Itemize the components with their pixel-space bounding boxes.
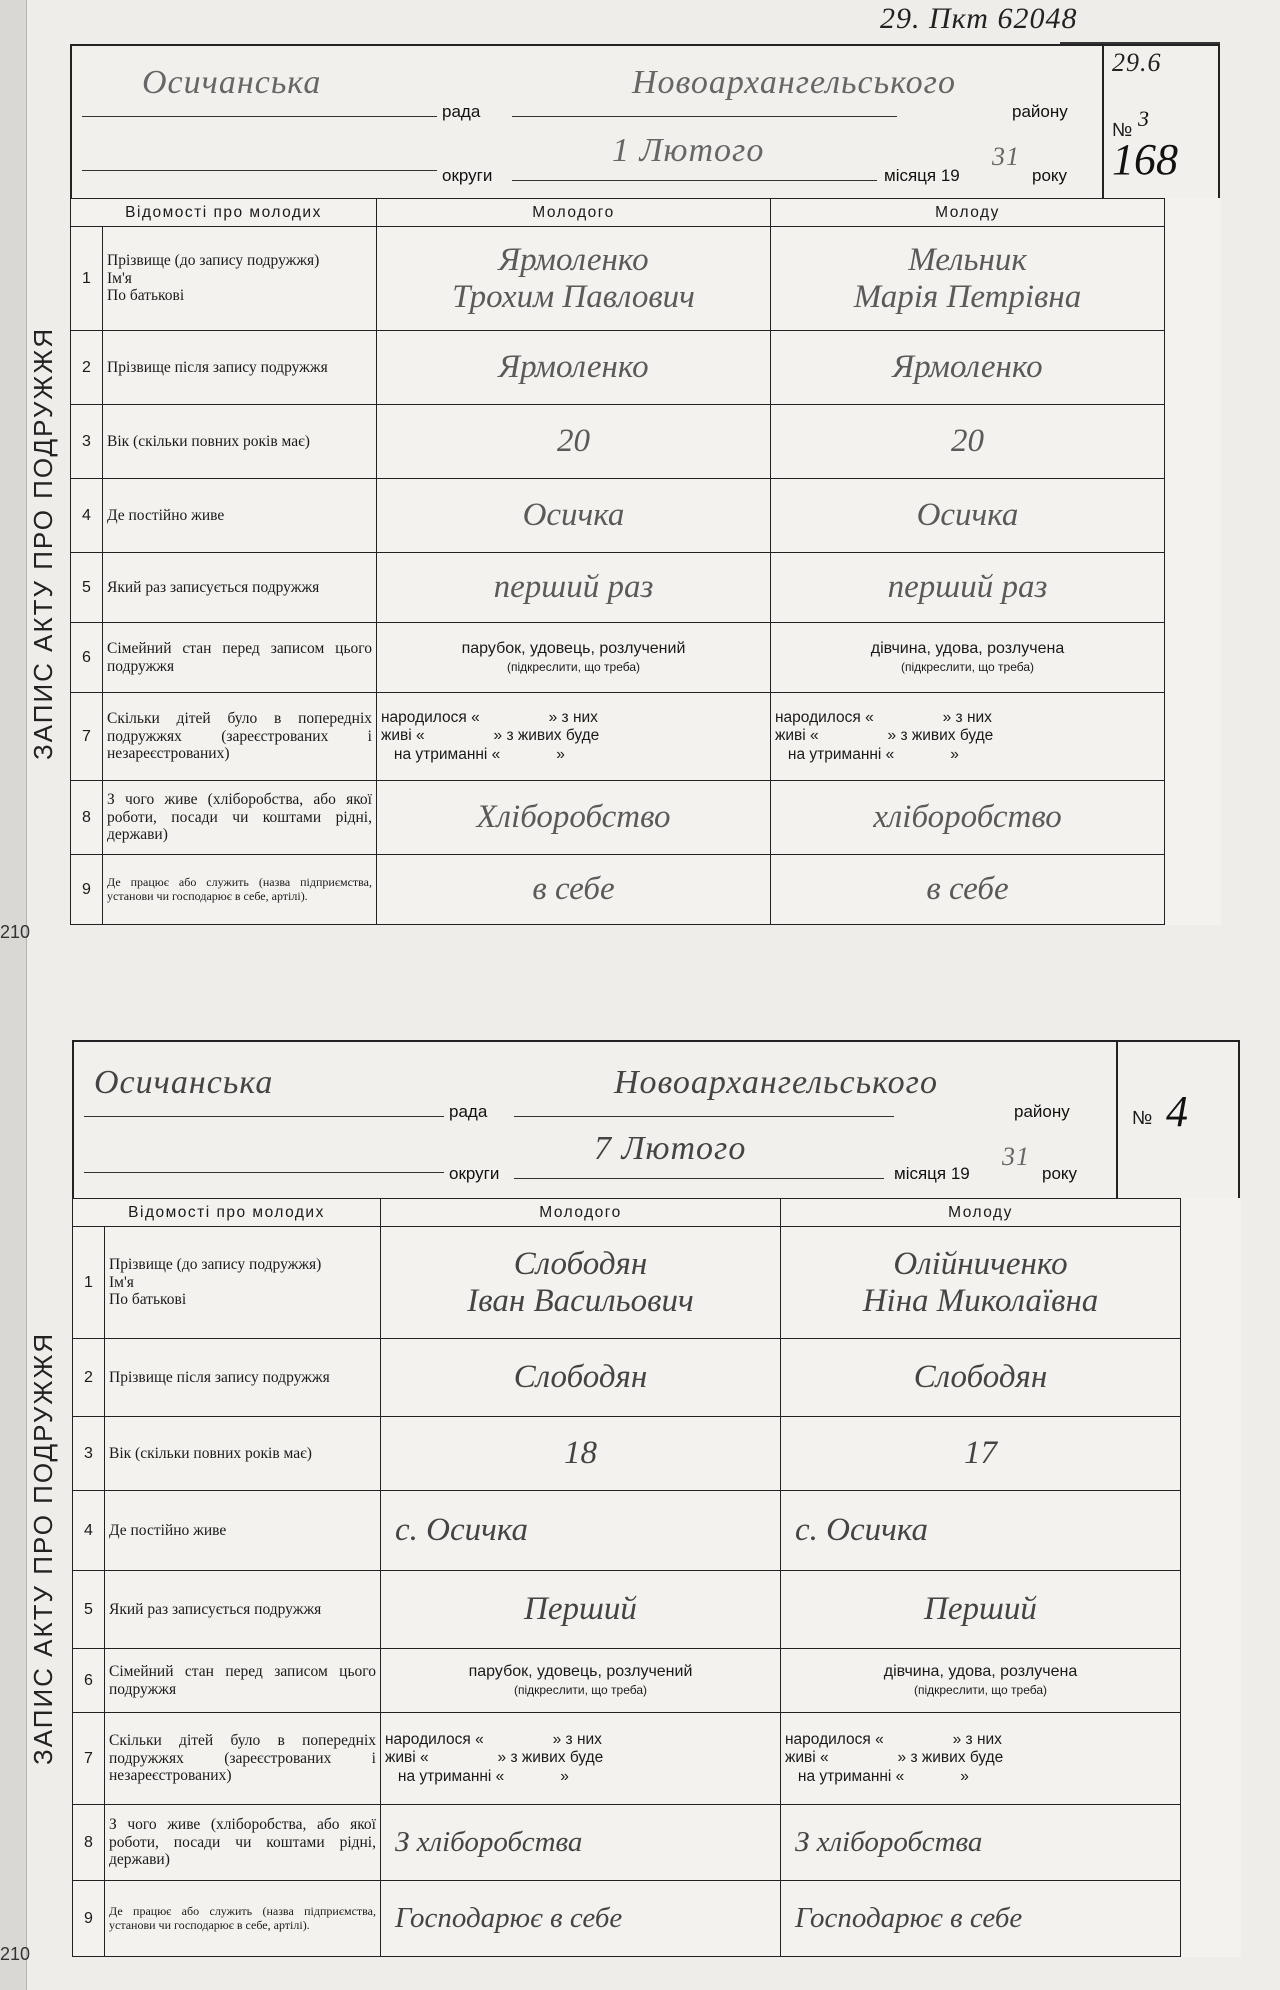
row-number: 3: [73, 1417, 105, 1491]
row-label: Скільки дітей було в попередніх подружжях (зареєстрованих і незареєстрованих): [103, 693, 377, 781]
groom-status-options: парубок, удовець, розлучений: [461, 640, 686, 658]
row-number: 1: [71, 227, 103, 331]
row-label: Де постійно живе: [105, 1491, 381, 1571]
kids-close: »: [556, 745, 565, 763]
row-label: Де постійно живе: [103, 479, 377, 553]
row-number: 3: [71, 405, 103, 479]
groom-times: Перший: [381, 1571, 781, 1649]
table-row: [73, 1571, 1241, 1649]
table-row: [71, 227, 1221, 331]
groom-surname-after: Слободян: [381, 1339, 781, 1417]
record-header: [72, 1040, 1240, 1200]
okruga-label: округи: [442, 166, 493, 185]
groom-living: З хліборобства: [381, 1805, 781, 1881]
table-row: [71, 479, 1221, 553]
bride-children: [781, 1713, 1181, 1805]
table-row: [71, 405, 1221, 479]
col-head-bride: Молоду: [771, 199, 1165, 227]
kids-will-be: » з живих буде: [493, 727, 600, 745]
row-label: Який раз записується подружжя: [105, 1571, 381, 1649]
groom-name-cell: [381, 1227, 781, 1339]
kids-will-be: » з живих буде: [897, 1749, 1004, 1767]
row-number: 7: [73, 1713, 105, 1805]
groom-surname-after: Ярмоленко: [377, 331, 771, 405]
row-number: 9: [73, 1881, 105, 1957]
kids-of-them: » з них: [942, 708, 992, 726]
table-row: [73, 1417, 1241, 1491]
rada-line: [82, 116, 437, 117]
row-label-line: Ім'я: [107, 269, 132, 287]
row-label: З чого живе (хліборобства, або якої роботи, посади чи коштами рідні, держави): [105, 1805, 381, 1881]
table-header-row: [73, 1199, 1241, 1227]
okruga-line: [84, 1172, 444, 1173]
bride-work: Господарює в себе: [781, 1881, 1181, 1957]
rada-label: рада: [442, 102, 481, 121]
table-row: [73, 1881, 1241, 1957]
kids-born: народилося «: [785, 1730, 884, 1748]
bride-surname: Мельник: [908, 242, 1027, 279]
groom-status: [377, 623, 771, 693]
number-top: 29.6: [1112, 48, 1162, 77]
rada-value: Осичанська: [142, 64, 322, 101]
groom-work: Господарює в себе: [381, 1881, 781, 1957]
bride-age: 20: [771, 405, 1165, 479]
okruga-label: округи: [449, 1164, 500, 1183]
bride-surname-after: Слободян: [781, 1339, 1181, 1417]
bride-work: в себе: [771, 855, 1165, 925]
raion-value: Новоархангельського: [614, 1064, 938, 1101]
groom-age: 20: [377, 405, 771, 479]
bride-residence: Осичка: [771, 479, 1165, 553]
rada-value: Осичанська: [94, 1064, 274, 1101]
kids-supported: на утриманні «: [397, 1767, 505, 1785]
groom-name-patronymic: Трохим Павлович: [452, 278, 695, 315]
bride-children: [771, 693, 1165, 781]
raion-line: [514, 1116, 894, 1117]
row-label: Де працює або служить (назва підприємства, установи чи господарює в себе, артілі).: [103, 855, 377, 925]
row-number: 8: [71, 781, 103, 855]
kids-of-them: » з них: [552, 1730, 602, 1748]
underline-hint: (підкреслити, що треба): [506, 660, 641, 675]
groom-residence: Осичка: [377, 479, 771, 553]
bride-status-options: дівчина, удова, розлучена: [870, 640, 1065, 658]
groom-living: Хліборобство: [377, 781, 771, 855]
kids-will-be: » з живих буде: [887, 727, 994, 745]
row-number: 6: [73, 1649, 105, 1713]
year-value: 31: [1002, 1142, 1030, 1171]
bride-age: 17: [781, 1417, 1181, 1491]
groom-residence: с. Осичка: [381, 1491, 781, 1571]
col-head-info: Відомості про молодих: [73, 1199, 381, 1227]
number-label: №: [1112, 120, 1133, 141]
date-line: [512, 180, 877, 181]
marriage-record-2: [72, 1040, 1240, 1960]
bride-surname-after: Ярмоленко: [771, 331, 1165, 405]
groom-name-cell: [377, 227, 771, 331]
table-row: [73, 1339, 1241, 1417]
row-label-line: По батькові: [109, 1291, 187, 1309]
kids-born: народилося «: [385, 1730, 484, 1748]
table-row: [73, 1227, 1241, 1339]
row-number: 5: [73, 1571, 105, 1649]
bride-name-patronymic: Ніна Миколаївна: [862, 1282, 1099, 1319]
groom-children: [377, 693, 771, 781]
rada-label: рада: [449, 1102, 488, 1121]
row-number: 7: [71, 693, 103, 781]
row-number: 4: [73, 1491, 105, 1571]
table-row: [71, 553, 1221, 623]
groom-surname: Слободян: [513, 1246, 648, 1283]
groom-work: в себе: [377, 855, 771, 925]
kids-close: »: [950, 745, 959, 763]
row-number: 2: [73, 1339, 105, 1417]
raion-line: [512, 116, 897, 117]
record-table: [70, 198, 1221, 925]
number-value: 3: [1138, 106, 1149, 131]
col-head-groom: Молодого: [377, 199, 771, 227]
bride-times: Перший: [781, 1571, 1181, 1649]
spine-title-top: ЗАПИС АКТУ ПРО ПОДРУЖЖЯ: [28, 326, 58, 760]
page-number-bottom: 210: [0, 1944, 31, 1964]
row-label-line: Прізвище (до запису подружжя): [109, 1255, 322, 1273]
row-label: Який раз записується подружжя: [103, 553, 377, 623]
date-value: 7 Лютого: [594, 1130, 747, 1167]
record-header: [70, 44, 1220, 200]
month-label: місяця 19: [884, 166, 960, 185]
underline-hint: (підкреслити, що треба): [513, 1683, 648, 1698]
kids-alive: живі «: [381, 727, 425, 745]
date-value: 1 Лютого: [612, 132, 765, 169]
table-row: [73, 1805, 1241, 1881]
table-row: [73, 1491, 1241, 1571]
bride-status-options: дівчина, удова, розлучена: [883, 1663, 1078, 1681]
kids-of-them: » з них: [548, 708, 598, 726]
row-number: 6: [71, 623, 103, 693]
page-number-top: 210: [0, 922, 31, 942]
groom-surname: Ярмоленко: [498, 242, 649, 279]
row-label-line: По батькові: [107, 287, 185, 305]
year-value: 31: [992, 142, 1020, 171]
groom-status: [381, 1649, 781, 1713]
number-value: 4: [1166, 1087, 1188, 1136]
kids-will-be: » з живих буде: [497, 1749, 604, 1767]
row-label: [105, 1227, 381, 1339]
table-header-row: [71, 199, 1221, 227]
groom-status-options: парубок, удовець, розлучений: [468, 1663, 693, 1681]
row-label: З чого живе (хліборобства, або якої роботи, посади чи коштами рідні, держави): [103, 781, 377, 855]
bride-name-cell: [771, 227, 1165, 331]
record-table: [72, 1198, 1241, 1957]
bride-name-patronymic: Марія Петрівна: [853, 278, 1082, 315]
raion-label: району: [1014, 1102, 1070, 1121]
bride-name-cell: [781, 1227, 1181, 1339]
number-box: [1102, 46, 1104, 200]
table-row: [73, 1649, 1241, 1713]
col-head-bride: Молоду: [781, 1199, 1181, 1227]
row-number: 1: [73, 1227, 105, 1339]
raion-label: району: [1012, 102, 1068, 121]
kids-supported: на утриманні «: [787, 745, 895, 763]
bride-residence: с. Осичка: [781, 1491, 1181, 1571]
row-label: [103, 227, 377, 331]
spine-title-bottom: ЗАПИС АКТУ ПРО ПОДРУЖЖЯ: [28, 1331, 58, 1765]
kids-born: народилося «: [775, 708, 874, 726]
row-label-line: Ім'я: [109, 1273, 134, 1291]
kids-alive: живі «: [785, 1749, 829, 1767]
okruga-line: [82, 170, 437, 171]
bride-times: перший раз: [771, 553, 1165, 623]
row-number: 2: [71, 331, 103, 405]
bride-living: З хліборобства: [781, 1805, 1181, 1881]
groom-age: 18: [381, 1417, 781, 1491]
underline-hint: (підкреслити, що треба): [900, 660, 1035, 675]
row-label: Прізвище після запису подружжя: [103, 331, 377, 405]
col-head-info: Відомості про молодих: [71, 199, 377, 227]
page-edge: [0, 0, 27, 1990]
row-label: Вік (скільки повних років має): [105, 1417, 381, 1491]
number-box: [1116, 1042, 1118, 1200]
bride-surname: Олійниченко: [893, 1246, 1068, 1283]
row-label: Де працює або служить (назва підприємства, установи чи господарює в себе, артілі).: [105, 1881, 381, 1957]
groom-children: [381, 1713, 781, 1805]
bride-status: [781, 1649, 1181, 1713]
kids-supported: на утриманні «: [393, 745, 501, 763]
archive-number: 29. Пкт 62048: [880, 2, 1078, 35]
year-label: року: [1032, 166, 1068, 185]
row-label: Сімейний стан перед записом цього подружжя: [103, 623, 377, 693]
kids-supported: на утриманні «: [797, 1767, 905, 1785]
raion-value: Новоархангельського: [632, 64, 956, 101]
date-line: [514, 1178, 884, 1179]
bride-status: [771, 623, 1165, 693]
row-label: Вік (скільки повних років має): [103, 405, 377, 479]
groom-name-patronymic: Іван Васильович: [467, 1282, 694, 1319]
row-label-line: Прізвище (до запису подружжя): [107, 251, 320, 269]
kids-close: »: [560, 1767, 569, 1785]
row-number: 4: [71, 479, 103, 553]
number-extra: 168: [1112, 135, 1178, 184]
kids-alive: живі «: [385, 1749, 429, 1767]
row-label: Сімейний стан перед записом цього подружжя: [105, 1649, 381, 1713]
table-row: [71, 331, 1221, 405]
table-row: [71, 693, 1221, 781]
table-row: [71, 623, 1221, 693]
table-row: [71, 855, 1221, 925]
row-label: Прізвище після запису подружжя: [105, 1339, 381, 1417]
kids-of-them: » з них: [952, 1730, 1002, 1748]
number-label: №: [1132, 1108, 1153, 1129]
col-head-groom: Молодого: [381, 1199, 781, 1227]
row-number: 8: [73, 1805, 105, 1881]
row-number: 9: [71, 855, 103, 925]
year-label: року: [1042, 1164, 1078, 1183]
row-number: 5: [71, 553, 103, 623]
kids-born: народилося «: [381, 708, 480, 726]
row-label: Скільки дітей було в попередніх подружжях (зареєстрованих і незареєстрованих): [105, 1713, 381, 1805]
month-label: місяця 19: [894, 1164, 970, 1183]
rada-line: [84, 1116, 444, 1117]
marriage-record-1: [70, 44, 1220, 939]
underline-hint: (підкреслити, що треба): [913, 1683, 1048, 1698]
bride-living: хліборобство: [771, 781, 1165, 855]
table-row: [71, 781, 1221, 855]
groom-times: перший раз: [377, 553, 771, 623]
kids-alive: живі «: [775, 727, 819, 745]
table-row: [73, 1713, 1241, 1805]
kids-close: »: [960, 1767, 969, 1785]
